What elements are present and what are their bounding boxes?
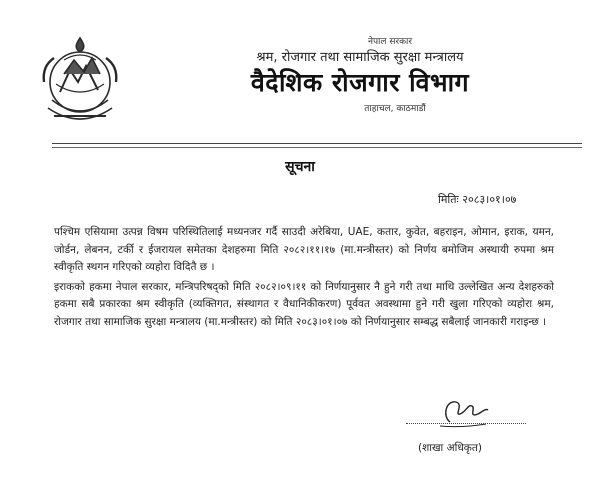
nepal-government-emblem-icon — [34, 30, 126, 130]
letterhead — [140, 36, 580, 115]
office-location: ताहाचल, काठमाडौं — [364, 104, 426, 114]
signature-line — [406, 423, 526, 424]
notice-date — [438, 192, 516, 207]
notice-paragraph: इराकको हकमा नेपाल सरकार, मन्त्रिपरिषद्को मिति २०८२।०९।११ को निर्णयानुसार नै हुने गरी तथा माथि उल्लेखित अन्य देशहरुको हकमा सबै प्रकारका श्रम स्वीकृति (व्यक्तिगत, संस्थागत र वैधानिकीकरण) पूर्ववत अवस्थामा हुने गरी खुला गरिएको व्यहोरा श्रम, रोजगार तथा सामाजिक सुरक्षा मन्त्रालय (मा.मन्त्रीस्तर) को मिति २०८३।०१।०७ को निर्णयानुसार सम्बद्ध सबैलाई जानकारी गराइन्छ । — [54, 280, 554, 328]
government-name: नेपाल सरकार — [367, 37, 413, 47]
signatory-title: (शाखा अधिकृत) — [418, 442, 482, 454]
header-divider-thin — [52, 147, 582, 148]
date-label: मितिः — [438, 193, 459, 206]
handwritten-signature — [432, 392, 492, 432]
header-divider — [52, 143, 582, 144]
notice-body — [54, 224, 554, 333]
department-name: वैदेशिक रोजगार विभाग — [250, 68, 470, 97]
notice-title: सूचना — [285, 159, 315, 175]
notice-paragraph: पश्चिम एसियामा उत्पन्न विषम परिस्थितिलाई मध्यनजर गर्दै साउदी अरेबिया, UAE, कतार, कुवेत, बहराइन, ओमान, इराक, यमन, जोर्डन, लेबनन, टर्की र ईजरायल समेतका देशहरुमा मिति २०८२।११।१७ (मा.मन्त्रीस्तर) को निर्णय बमोजिम अस्थायी रुपमा श्रम स्वीकृति स्थगन गरिएको व्यहोरा विदितै छ । — [54, 226, 554, 273]
ministry-name: श्रम, रोजगार तथा सामाजिक सुरक्षा मन्त्रालय — [256, 50, 464, 65]
date-value: २०८३।०१।०७ — [462, 193, 517, 206]
